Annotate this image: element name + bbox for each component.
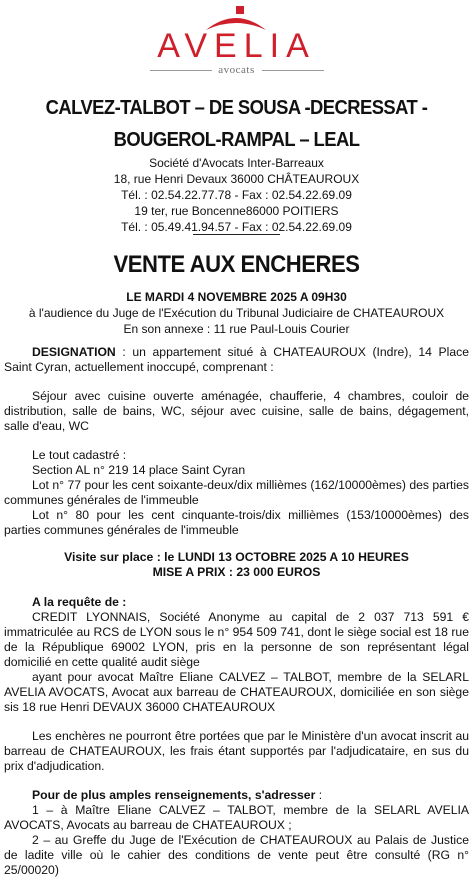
- lot-80: Lot n° 80 pour les cent cinquante-trois/dix millièmes (153/10000èmes) des parties communes générales de l'immeuble: [4, 508, 469, 537]
- phone-chateauroux: Tél. : 02.54.22.77.78 - Fax : 02.54.22.69.09: [121, 188, 352, 202]
- bids-section: [4, 729, 469, 774]
- designation-label: DESIGNATION: [32, 345, 116, 359]
- logo-right-line: [262, 70, 324, 71]
- rooms-section: [4, 389, 469, 434]
- divider: [193, 234, 280, 235]
- designation-text: : un appartement situé à CHATEAUROUX (Indre), 14 Place Saint Cyran, actuellement inoccupé, comprenant :: [4, 345, 469, 374]
- firm-name: [19, 92, 454, 156]
- info-item-2: 2 – au Greffe du Juge de l'Exécution de CHATEAUROUX au Palais de Justice de ladite ville où le cahier des conditions de vente peut être consulté (RG n° 25/00020): [4, 833, 469, 877]
- firm-contact: [0, 155, 473, 235]
- sale-annex: En son annexe : 11 rue Paul-Louis Courier: [123, 322, 350, 336]
- info-item-1: 1 – à Maître Eliane CALVEZ – TALBOT, membre de la SELARL AVELIA AVOCATS, Avocats au barreau de CHATEAUROUX ;: [4, 803, 469, 832]
- address-chateauroux: 18, rue Henri Devaux 36000 CHÂTEAUROUX: [113, 172, 360, 186]
- firm-name-line1: CALVEZ-TALBOT – DE SOUSA -DECRESSAT -: [45, 97, 428, 119]
- avelia-logo: [0, 4, 473, 80]
- firm-name-line2: BOUGEROL-RAMPAL – LEAL: [113, 129, 360, 151]
- company-type: Société d'Avocats Inter-Barreaux: [149, 156, 324, 170]
- lot-77: Lot n° 77 pour les cent soixante-deux/dix millièmes (162/10000èmes) des parties communes générales de l'immeuble: [4, 478, 469, 507]
- request-heading: A la requête de :: [32, 595, 127, 609]
- lawyer-section: [4, 670, 469, 715]
- phone-poitiers: Tél. : 05.49.41.94.57 - Fax : 02.54.22.69.09: [121, 220, 352, 234]
- sale-title: VENTE AUX ENCHERES: [113, 251, 360, 278]
- cadastre-section-ref: Section AL n° 219 14 place Saint Cyran: [32, 463, 246, 477]
- visit-date: Visite sur place : le LUNDI 13 OCTOBRE 2025 A 10 HEURES: [64, 550, 409, 564]
- logo-wordmark: AVELIA: [157, 27, 316, 65]
- visit-section: [4, 550, 469, 580]
- info-section: [4, 788, 469, 878]
- cadastre-intro: Le tout cadastré :: [32, 448, 127, 462]
- request-section: [4, 595, 469, 670]
- designation-section: [4, 345, 469, 375]
- sale-court: à l'audience du Juge de l'Exécution du Tribunal Judiciaire de CHATEAUROUX: [28, 306, 445, 320]
- cadastre-section: [4, 448, 469, 538]
- sale-date: LE MARDI 4 NOVEMBRE 2025 A 09H30: [126, 290, 347, 304]
- bids-conditions: Les enchères ne pourront être portées que par le Ministère d'un avocat inscrit au barreau de CHATEAUROUX, les frais étant supportés par l'adjudicataire, en sus du prix d'adjudication.: [4, 729, 469, 773]
- lawyer-details: ayant pour avocat Maître Eliane CALVEZ – TALBOT, membre de la SELARL AVELIA AVOCATS, Avocat aux barreau de CHATEAUROUX, domiciliée en son siège sis 18 rue Henri DEVAUX 36000 CHATEAUROUX: [4, 670, 469, 714]
- logo-tagline: avocats: [218, 64, 255, 76]
- address-poitiers: 19 ter, rue Boncenne86000 POITIERS: [134, 204, 339, 218]
- sale-details: [0, 289, 473, 337]
- starting-price: MISE A PRIX : 23 000 EUROS: [152, 565, 321, 579]
- rooms-description: Séjour avec cuisine ouverte aménagée, chaufferie, 4 chambres, couloir de distribution, salle de bains, WC, séjour avec cuisine, salle de bains, dégagement, salle d'eau, WC: [4, 389, 469, 433]
- info-heading: Pour de plus amples renseignements, s'adresser: [32, 788, 316, 802]
- info-heading-suffix: :: [315, 788, 323, 802]
- creditor-details: CREDIT LYONNAIS, Société Anonyme au capital de 2 037 713 591 € immatriculée au RCS de LYON sous le n° 954 509 741, dont le siège social est 18 rue de la République 69002 LYON, pris en la personne de son représentant légal domicilié en cette qualité audit siège: [4, 610, 469, 669]
